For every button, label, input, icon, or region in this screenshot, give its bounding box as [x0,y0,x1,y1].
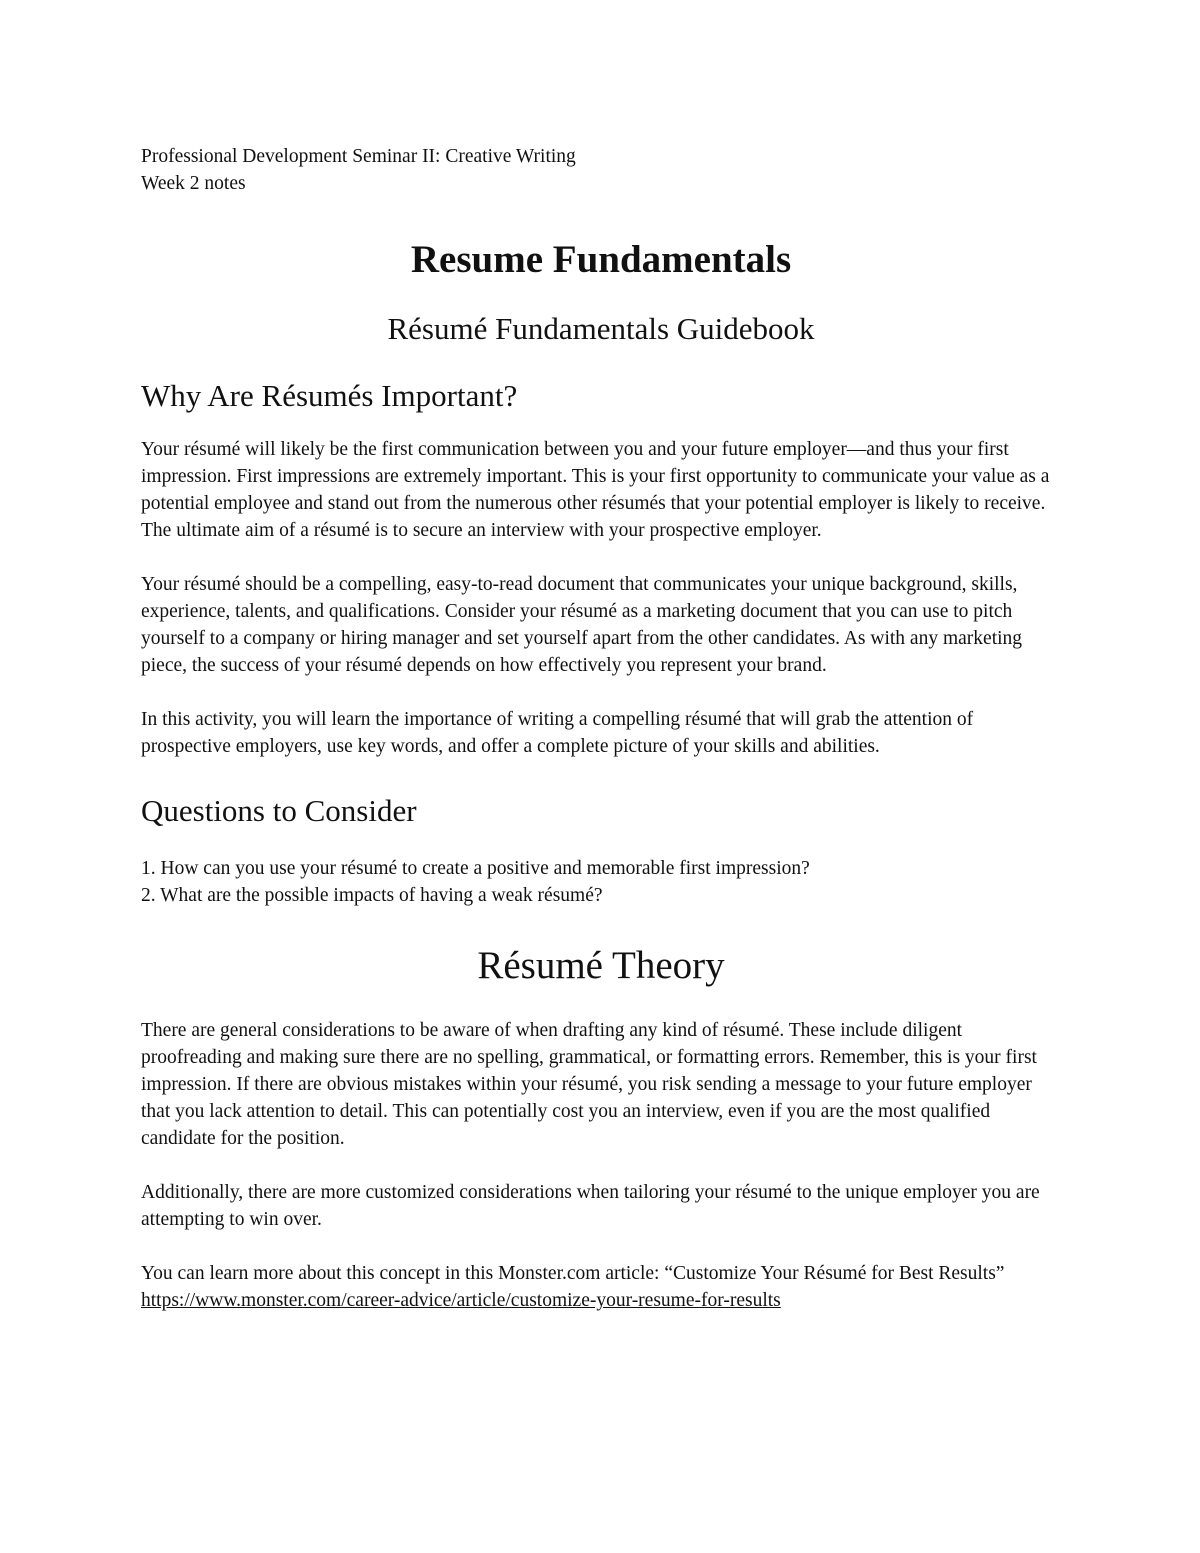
theory-paragraph-2: Additionally, there are more customized considerations when tailoring your résumé to the unique employer you are attempting to win over. [141,1182,1040,1230]
questions-heading: Questions to Consider [141,793,417,828]
question-item: 1. How can you use your résumé to create a positive and memorable first impression? [141,858,810,879]
why-resumes-heading: Why Are Résumés Important? [141,378,518,413]
why-paragraph-2: Your résumé should be a compelling, easy-to-read document that communicates your unique background, skills, experience, talents, and qualifications. Consider your résumé as a marketing document that you can use to pitch yourself to a company or hiring manager and set yourself apart from the other candidates. As with any marketing piece, the success of your résumé depends on how effectively you represent your brand. [141,574,1023,676]
why-paragraph-3: In this activity, you will learn the importance of writing a compelling résumé that will grab the attention of prospective employers, use key words, and offer a complete picture of your skills and abilities. [141,709,974,757]
course-name: Professional Development Seminar II: Creative Writing [141,146,576,167]
monster-article-link[interactable]: https://www.monster.com/career-advice/article/customize-your-resume-for-results [141,1290,781,1311]
document-content [141,143,1061,1314]
questions-list [141,855,1061,909]
why-paragraph-1: Your résumé will likely be the first communication between you and your future employer—and thus your first impression. First impressions are extremely important. This is your first opportunity to communicate your value as a potential employee and stand out from the numerous other résumés that your potential employer is likely to receive. The ultimate aim of a résumé is to secure an interview with your prospective employer. [141,439,1050,541]
document-title: Resume Fundamentals [410,238,792,281]
week-label: Week 2 notes [141,173,246,194]
resume-theory-heading: Résumé Theory [477,944,725,987]
question-item: 2. What are the possible impacts of having a weak résumé? [141,885,603,906]
theory-closing-paragraph [141,1260,1061,1314]
document-subtitle: Résumé Fundamentals Guidebook [387,311,815,346]
closing-text: You can learn more about this concept in this Monster.com article: “Customize Your Résumé for Best Results” [141,1263,1005,1284]
theory-paragraph-1: There are general considerations to be aware of when drafting any kind of résumé. These include diligent proofreading and making sure there are no spelling, grammatical, or formatting errors. Remember, this is your first impression. If there are obvious mistakes within your résumé, you risk sending a message to your future employer that you lack attention to detail. This can potentially cost you an interview, even if you are the most qualified candidate for the position. [141,1020,1037,1149]
